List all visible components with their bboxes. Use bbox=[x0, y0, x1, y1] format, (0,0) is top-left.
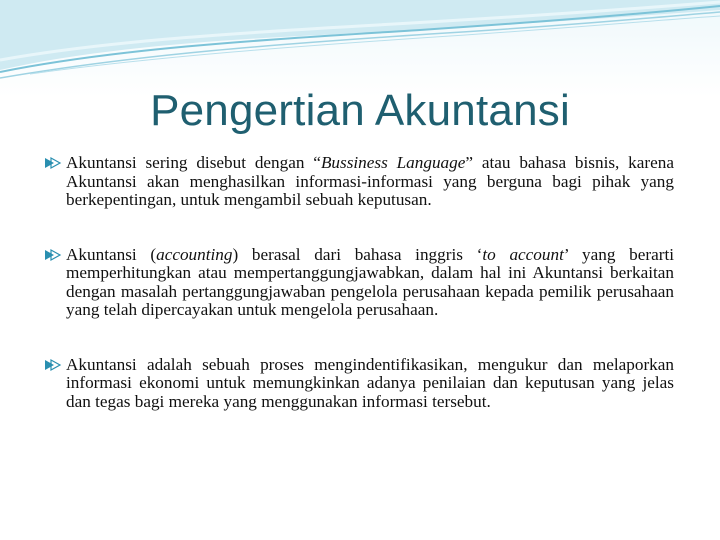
bullet-list bbox=[44, 154, 674, 447]
bullet-item-1 bbox=[44, 154, 674, 210]
arrow-bullet-icon bbox=[44, 247, 62, 263]
bullet-2-italic-accounting: accounting bbox=[156, 244, 233, 264]
slide-title: Pengertian Akuntansi bbox=[150, 86, 570, 135]
header-wave-decoration bbox=[0, 0, 720, 90]
bullet-1-text-a: Akuntansi sering disebut dengan “ bbox=[66, 153, 321, 172]
bullet-2-italic-to-account: to account bbox=[482, 244, 564, 264]
bullet-2-text-c: ’ yang berarti memperhitungkan atau mempertanggungjawabkan, dalam hal ini Akuntansi berkaitan dengan masalah pertanggungjawaban pengelola perusahaan kepada pemilik perusahaan yang telah dipercayakan untuk mengelola perusahaan. bbox=[66, 244, 675, 319]
arrow-bullet-icon bbox=[44, 357, 62, 373]
bullet-2-text-b: ) berasal dari bahasa inggris ‘ bbox=[232, 244, 483, 264]
bullet-1-italic-term: Bussiness Language bbox=[320, 153, 466, 172]
bullet-1-text-b: ” atau bahasa bisnis, karena Akuntansi akan menghasilkan informasi-informasi yang berguna bagi pihak yang berkepentingan, untuk mengambil sebuah keputusan. bbox=[66, 153, 674, 209]
bullet-item-3 bbox=[44, 356, 674, 412]
bullet-3-text: Akuntansi adalah sebuah proses mengindentifikasikan, mengukur dan melaporkan informasi ekonomi untuk memungkinkan adanya penilaian dan keputusan yang jelas dan tegas bagi mereka yang menggunakan informasi tersebut. bbox=[66, 354, 674, 411]
arrow-bullet-icon bbox=[44, 155, 62, 171]
bullet-item-2 bbox=[44, 246, 674, 320]
bullet-2-text-a: Akuntansi ( bbox=[66, 244, 157, 264]
